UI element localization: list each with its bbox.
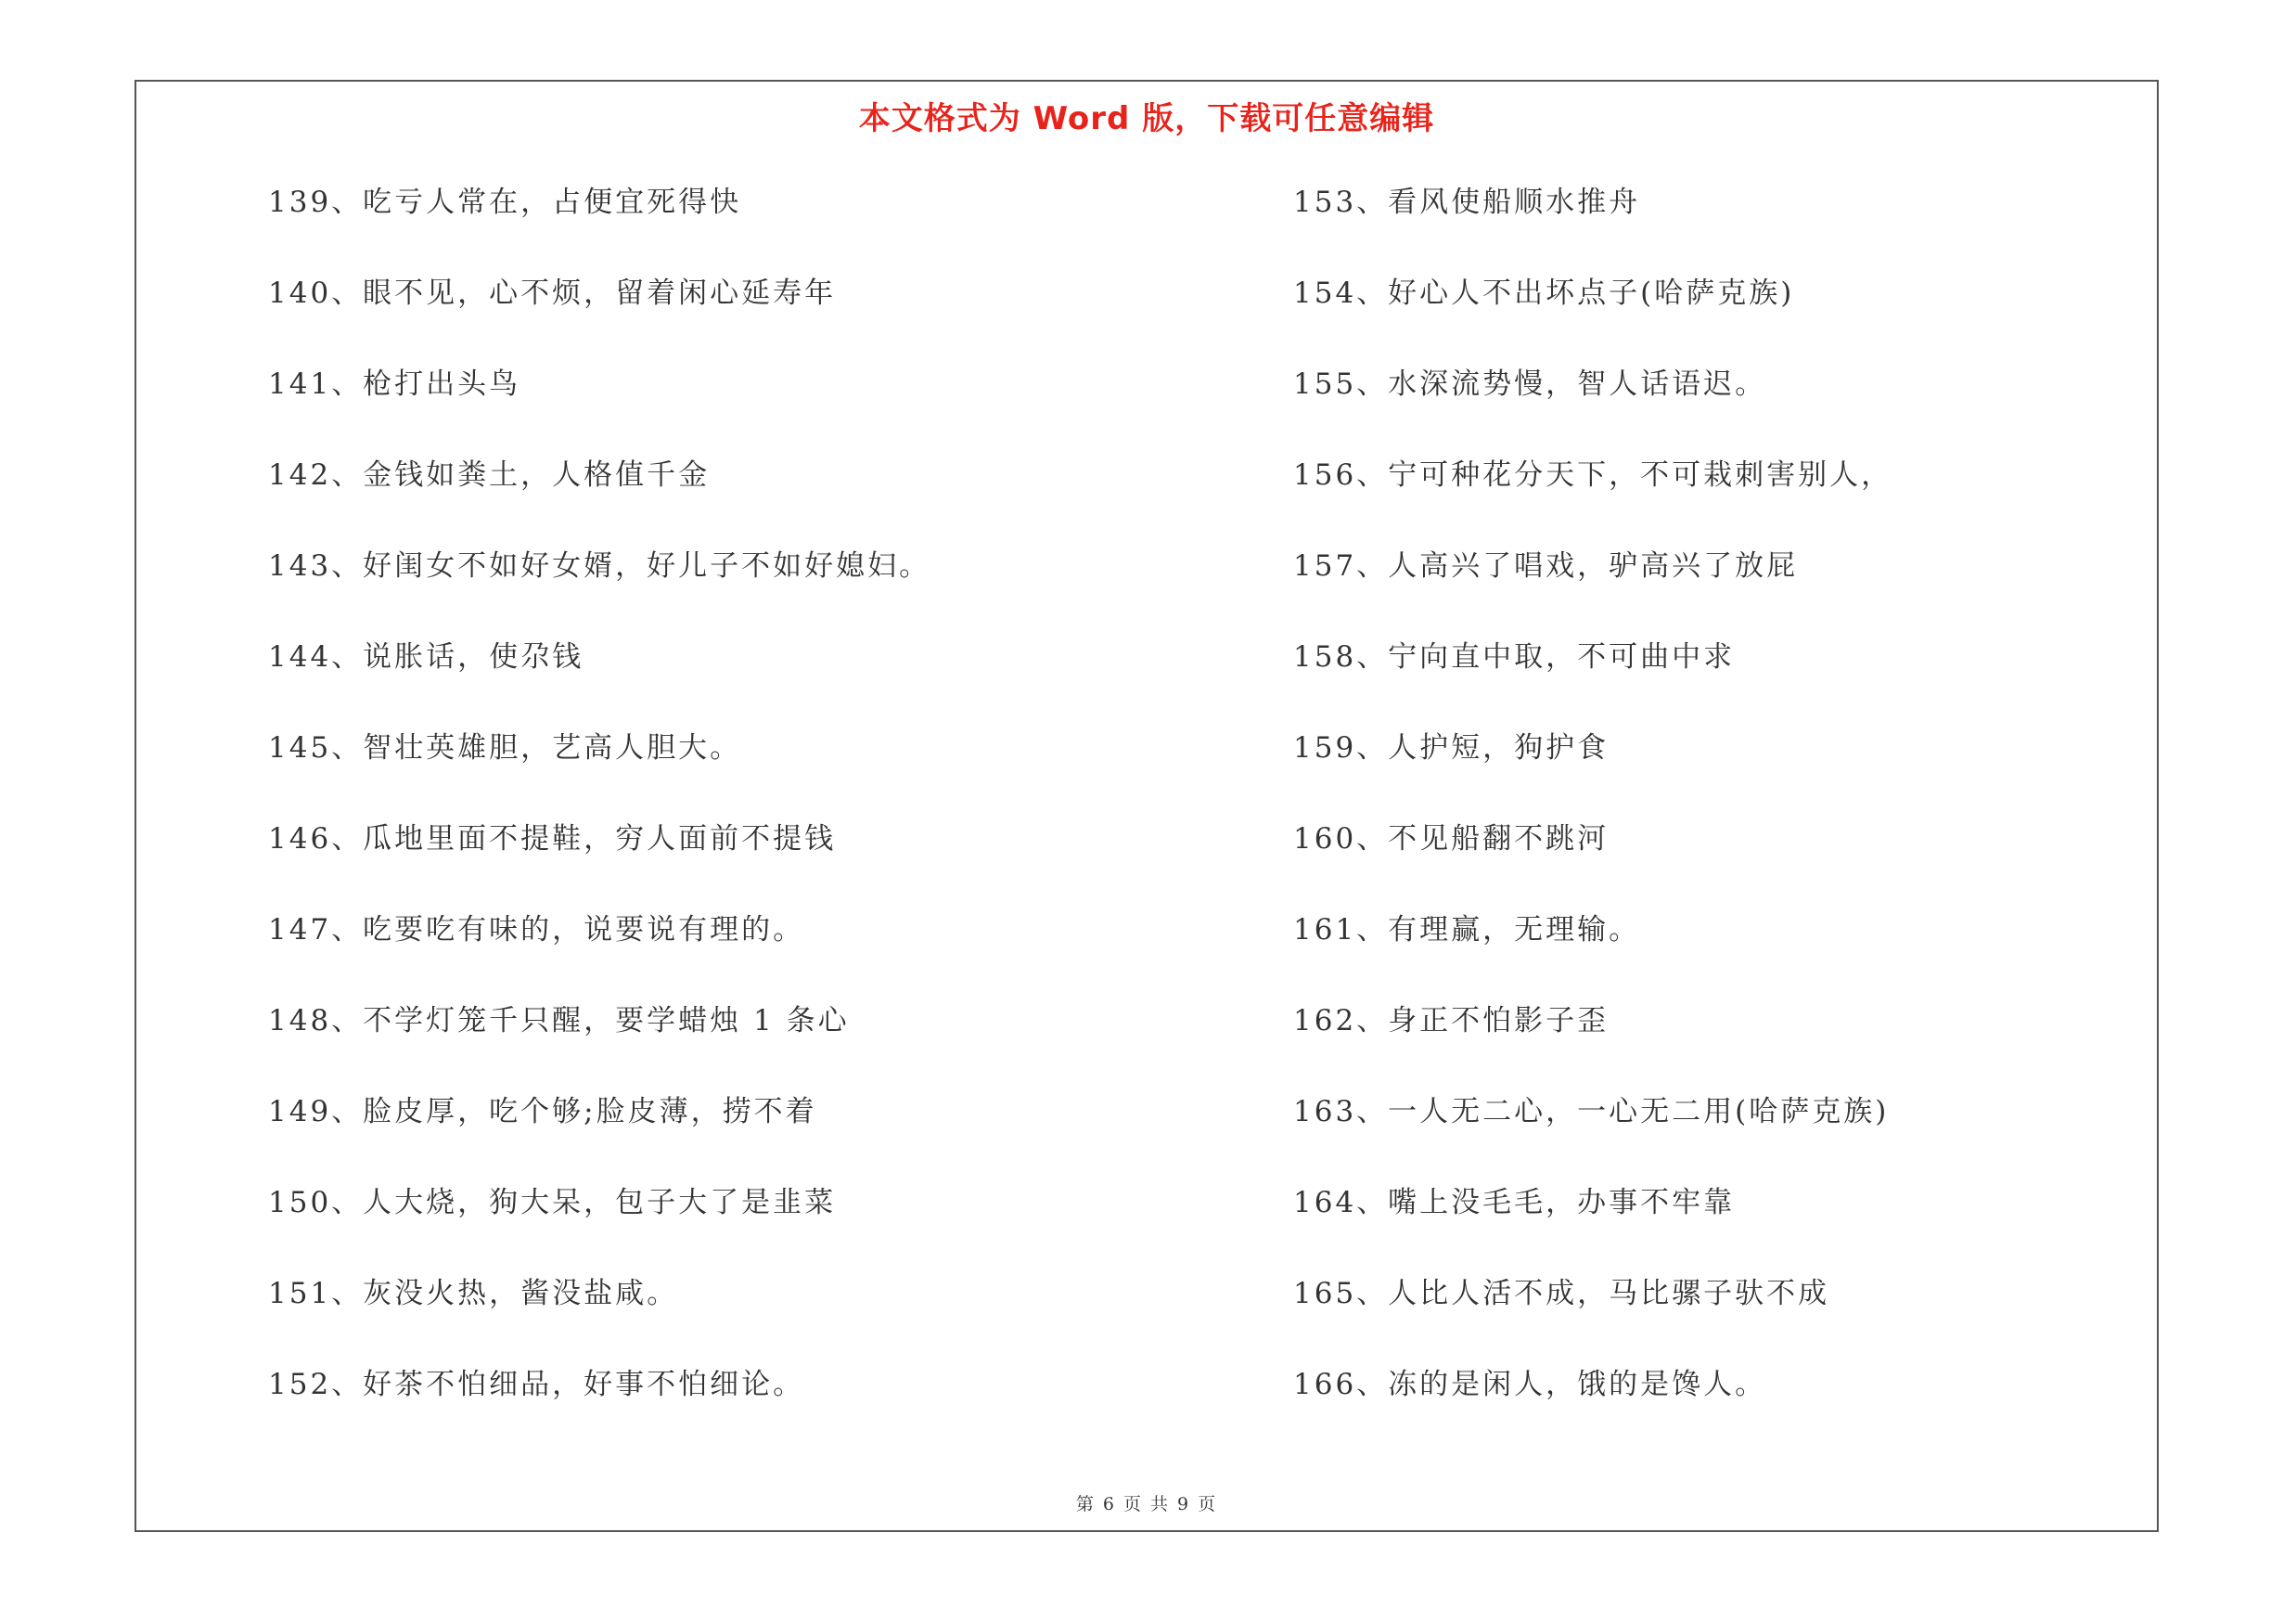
list-item: 163、一人无二心，一心无二用(哈萨克族) bbox=[1293, 1095, 1890, 1128]
list-item: 158、宁向直中取，不可曲中求 bbox=[1293, 640, 1736, 674]
list-item: 165、人比人活不成，马比骡子驮不成 bbox=[1293, 1277, 1830, 1310]
list-item: 150、人大烧，狗大呆，包子大了是韭菜 bbox=[268, 1186, 837, 1219]
list-item: 154、好心人不出坏点子(哈萨克族) bbox=[1293, 277, 1795, 310]
list-item: 164、嘴上没毛毛，办事不牢靠 bbox=[1293, 1186, 1736, 1219]
list-item: 153、看风使船顺水推舟 bbox=[1293, 186, 1641, 219]
header-banner: 本文格式为 Word 版，下载可任意编辑 bbox=[858, 100, 1435, 137]
list-item: 155、水深流势慢，智人话语迟。 bbox=[1293, 367, 1767, 401]
list-item: 166、冻的是闲人，饿的是馋人。 bbox=[1293, 1368, 1767, 1401]
list-item: 161、有理赢，无理输。 bbox=[1293, 913, 1641, 947]
list-item: 152、好茶不怕细品，好事不怕细论。 bbox=[268, 1368, 805, 1401]
list-item: 149、脸皮厚，吃个够;脸皮薄，捞不着 bbox=[268, 1095, 817, 1128]
proverb-list-right bbox=[1293, 184, 2128, 1457]
list-item: 146、瓜地里面不提鞋，穷人面前不提钱 bbox=[268, 822, 837, 856]
list-item: 141、枪打出头鸟 bbox=[268, 367, 521, 401]
list-item: 162、身正不怕影子歪 bbox=[1293, 1004, 1610, 1037]
list-item: 160、不见船翻不跳河 bbox=[1293, 822, 1610, 856]
list-item: 142、金钱如粪土，人格值千金 bbox=[268, 458, 711, 492]
list-item: 157、人高兴了唱戏，驴高兴了放屁 bbox=[1293, 549, 1799, 583]
list-item: 144、说胀话，使尕钱 bbox=[268, 640, 584, 674]
proverb-list-left bbox=[268, 184, 1103, 1457]
page-number: 第 6 页 共 9 页 bbox=[1075, 1494, 1218, 1514]
list-item: 151、灰没火热，酱没盐咸。 bbox=[268, 1277, 679, 1310]
list-item: 145、智壮英雄胆，艺高人胆大。 bbox=[268, 731, 742, 765]
list-item: 143、好闺女不如好女婿，好儿子不如好媳妇。 bbox=[268, 549, 931, 583]
list-item: 140、眼不见，心不烦，留着闲心延寿年 bbox=[268, 277, 837, 310]
list-item: 159、人护短，狗护食 bbox=[1293, 731, 1610, 765]
list-item: 156、宁可种花分天下，不可栽刺害别人， bbox=[1293, 458, 1893, 492]
list-item: 139、吃亏人常在，占便宜死得快 bbox=[268, 186, 742, 219]
page-frame bbox=[135, 80, 2159, 1532]
list-item: 148、不学灯笼千只醒，要学蜡烛 1 条心 bbox=[268, 1004, 850, 1037]
list-item: 147、吃要吃有味的，说要说有理的。 bbox=[268, 913, 805, 947]
